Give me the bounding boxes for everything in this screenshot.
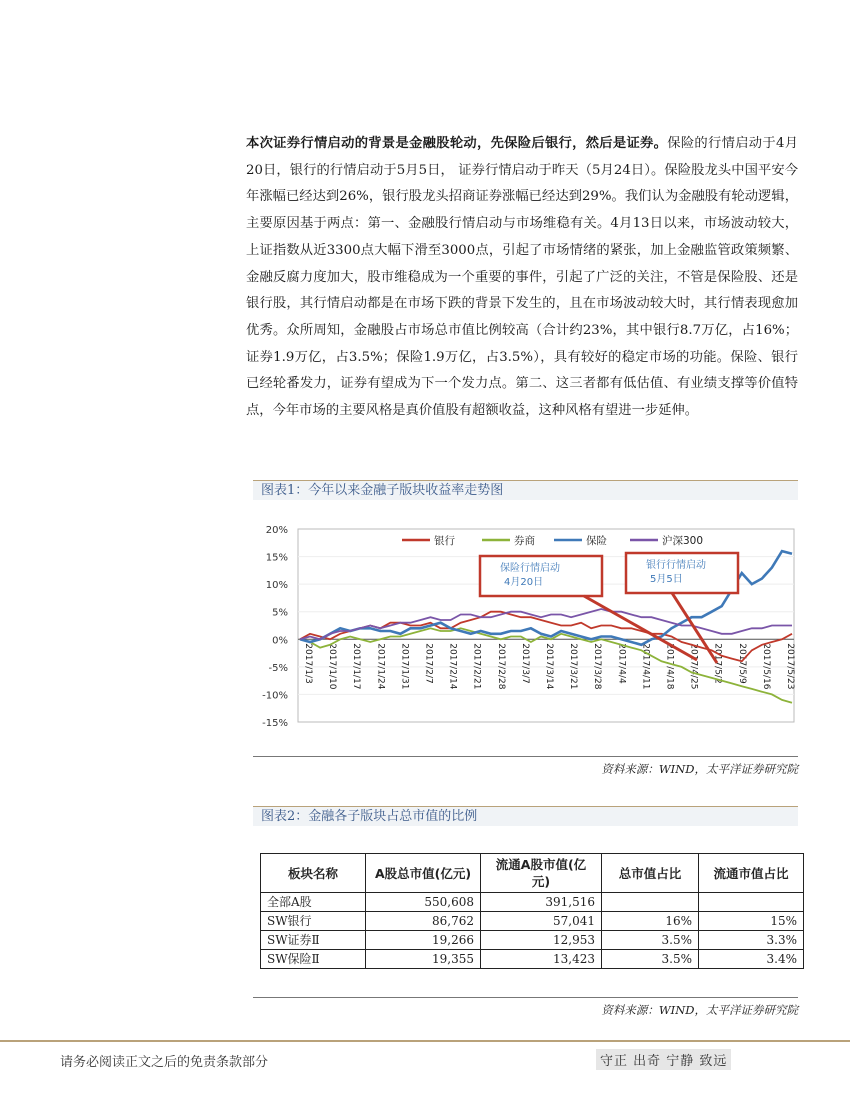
annotation-box [480, 556, 602, 596]
x-tick-label: 2017/4/4 [616, 643, 627, 684]
cell: SW银行 [261, 912, 366, 931]
x-tick-label: 2017/1/31 [399, 643, 410, 690]
figure2-title: 图表2：金融各子版块占总市值的比例 [253, 806, 798, 826]
x-tick-label: 2017/2/14 [447, 643, 458, 690]
x-tick-label: 2017/2/28 [495, 643, 506, 690]
annotation-line1: 银行行情启动 [646, 560, 706, 571]
x-tick-label: 2017/1/24 [375, 643, 386, 690]
chart-svg [262, 520, 798, 732]
y-tick-label: 5% [272, 607, 288, 619]
table-header-row [261, 854, 804, 893]
x-tick-label: 2017/5/9 [736, 643, 747, 684]
market-cap-table [260, 853, 804, 969]
x-tick-label: 2017/1/17 [351, 643, 362, 690]
figure1-source: 资料来源：WIND，太平洋证券研究院 [253, 756, 798, 777]
paragraph-text: 保险的行情启动于4月20日，银行的行情启动于5月5日， 证券行情启动于昨天（5月24日）。保险股龙头中国平安今年涨幅已经达到26%，银行股龙头招商证券涨幅已经达到29%。我们认为金融股有轮动逻辑，主要原因基于两点：第一、金融股行情启动与市场维稳有关。4月13日以来，市场波动较大，上证指数从近3300点大幅下滑至3000点，引起了市场情绪的紧张，加上金融监管政策频繁、金融反腐力度加大，股市维稳成为一个重要的事件，引起了广泛的关注，不管是保险股、还是银行股，其行情启动都是在市场下跌的背景下发生的，且在市场波动较大时，其行情表现愈加优秀。众所周知，金融股占市场总市值比例较高（合计约23%，其中银行8.7万亿，占16%；证券1.9万亿，占3.5%；保险1.9万亿，占3.5%），具有较好的稳定市场的功能。保险、银行已经轮番发力，证券有望成为下一个发力点。第二、这三者都有低估值、有业绩支撑等价值特点，今年市场的主要风格是真价值股有超额收益，这种风格有望进一步延伸。 [246, 136, 799, 419]
cell: 全部A股 [261, 893, 366, 912]
annotation-line2: 5月5日 [650, 574, 683, 585]
x-tick-label: 2017/3/14 [544, 643, 554, 690]
header-total-share: 总市值占比 [602, 854, 699, 893]
table-row [261, 912, 804, 931]
annotation-line2: 4月20日 [504, 577, 544, 588]
legend-label: 银行 [434, 535, 455, 547]
cell: 550,608 [366, 893, 481, 912]
x-tick-label: 2017/4/25 [688, 643, 699, 690]
legend-label: 沪深300 [662, 535, 704, 547]
cell: 16% [602, 912, 699, 931]
x-tick-label: 2017/3/7 [519, 643, 530, 684]
figure1-title: 图表1：今年以来金融子版块收益率走势图 [253, 480, 798, 500]
cell [699, 893, 804, 912]
x-tick-label: 2017/2/7 [423, 643, 434, 684]
annotation-box [626, 553, 738, 593]
x-tick-label: 2017/3/21 [568, 643, 579, 690]
cell: 391,516 [481, 893, 602, 912]
x-tick-label: 2017/5/16 [760, 643, 771, 690]
lead-sentence: 本次证券行情启动的背景是金融股轮动，先保险后银行，然后是证券。 [246, 136, 668, 151]
y-tick-label: -5% [268, 662, 288, 674]
y-tick-label: 15% [265, 552, 288, 564]
cell: 3.4% [699, 950, 804, 969]
header-float-share: 流通市值占比 [699, 854, 804, 893]
x-tick-label: 2017/3/28 [592, 643, 603, 690]
legend-label: 保险 [586, 535, 607, 547]
x-tick-label: 2017/2/21 [471, 643, 482, 690]
footer-disclaimer: 请务必阅读正文之后的免责条款部分 [60, 1055, 269, 1070]
x-tick-label: 2017/1/10 [327, 643, 338, 690]
cell: 3.3% [699, 931, 804, 950]
cell: 3.5% [602, 950, 699, 969]
footer-divider [0, 1040, 850, 1042]
cell: SW保险Ⅱ [261, 950, 366, 969]
cell [602, 893, 699, 912]
x-tick-label: 2017/4/18 [664, 643, 675, 690]
header-total-cap: A股总市值(亿元) [366, 854, 481, 893]
cell: 12,953 [481, 931, 602, 950]
cell: SW证券Ⅱ [261, 931, 366, 950]
body-paragraph [246, 131, 798, 425]
x-tick-label: 2017/5/23 [785, 643, 795, 690]
cell: 15% [699, 912, 804, 931]
y-tick-label: -15% [262, 718, 288, 729]
cell: 57,041 [481, 912, 602, 931]
table-row [261, 950, 804, 969]
y-tick-label: 10% [265, 580, 288, 592]
table-row [261, 893, 804, 912]
cell: 19,266 [366, 931, 481, 950]
header-float-cap: 流通A股市值(亿元) [481, 854, 602, 893]
x-tick-label: 2017/4/11 [640, 643, 651, 690]
x-tick-label: 2017/5/2 [712, 643, 723, 684]
returns-line-chart [262, 520, 798, 732]
annotation-line1: 保险行情启动 [500, 563, 560, 574]
figure2-source: 资料来源：WIND，太平洋证券研究院 [253, 997, 798, 1018]
y-tick-label: -10% [262, 690, 288, 702]
cell: 13,423 [481, 950, 602, 969]
cell: 19,355 [366, 950, 481, 969]
table-row [261, 931, 804, 950]
footer-motto: 守正 出奇 宁静 致远 [596, 1049, 731, 1070]
y-tick-label: 0% [272, 635, 288, 647]
legend-label: 券商 [514, 535, 535, 547]
header-sector: 板块名称 [261, 854, 366, 893]
y-tick-label: 20% [265, 525, 288, 536]
cell: 86,762 [366, 912, 481, 931]
x-tick-label: 2017/1/3 [303, 643, 313, 684]
cell: 3.5% [602, 931, 699, 950]
